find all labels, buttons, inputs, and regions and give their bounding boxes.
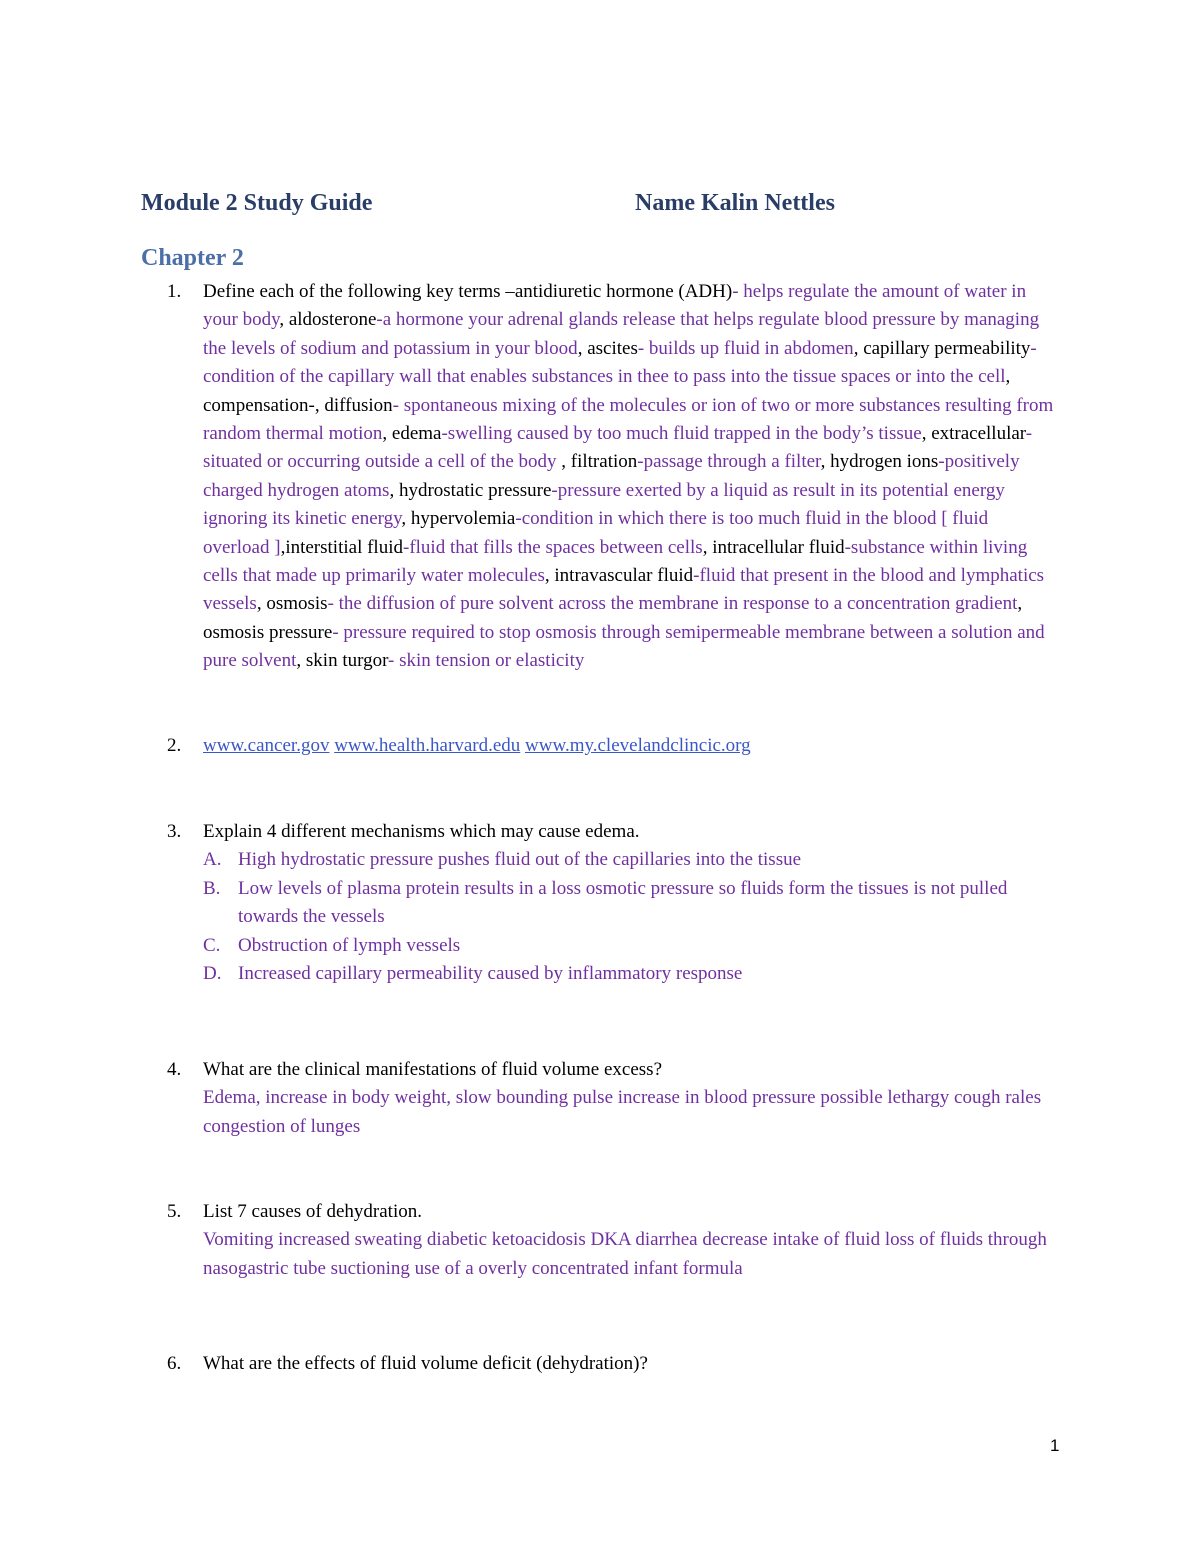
key-term-definition: -passage through a filter <box>637 451 821 473</box>
key-term-definition: -swelling caused by too much fluid trapped in the body’s tissue <box>441 423 922 445</box>
term-separator: , <box>296 650 306 672</box>
key-term-definition: - pressure required to stop osmosis through semipermeable membrane between a solution and pure solvent <box>203 621 1045 672</box>
answer-letter: A. <box>203 849 222 871</box>
term-separator: , <box>389 479 399 501</box>
student-name: Name Kalin Nettles <box>635 190 835 216</box>
page-number: 1 <box>1050 1436 1060 1455</box>
term-separator: , <box>544 565 555 587</box>
answer-text: Obstruction of lymph vessels <box>238 934 461 956</box>
key-term-definition: -situated or occurring outside a cell of the body <box>203 423 1033 473</box>
question-text: What are the effects of fluid volume deficit (dehydration)? <box>203 1353 648 1374</box>
term-separator: , <box>702 536 713 558</box>
link-cancer-gov[interactable]: www.cancer.gov <box>203 735 330 756</box>
key-term-definition: - skin tension or elasticity <box>388 650 585 672</box>
answer-item <box>203 875 1057 932</box>
question-4 <box>167 1056 1057 1141</box>
key-terms-list <box>203 281 1053 671</box>
term-separator: , <box>382 423 392 445</box>
key-term: hydrogen ions <box>830 451 939 473</box>
answer-item <box>203 932 1057 960</box>
answer-text: Vomiting increased sweating diabetic ketoacidosis DKA diarrhea decrease intake of fluid loss of fluids through nasogastric tube suctioning use of a overly concentrated infant formula <box>203 1229 1047 1279</box>
question-1 <box>167 278 1057 676</box>
key-term: osmosis pressure <box>203 621 333 643</box>
link-cleveland-clinic[interactable]: www.my.clevelandclincic.org <box>525 735 751 756</box>
term-separator: , <box>1005 366 1011 388</box>
answer-item <box>203 960 1057 988</box>
answer-text: Increased capillary permeability caused by inflammatory response <box>238 963 743 985</box>
answer-text: High hydrostatic pressure pushes fluid out of the capillaries into the tissue <box>238 849 802 871</box>
question-2 <box>167 732 1057 760</box>
chapter-heading: Chapter 2 <box>141 245 244 271</box>
key-term: diffusion <box>324 394 393 416</box>
page-title: Module 2 Study Guide <box>141 190 373 216</box>
key-term: interstitial fluid <box>285 536 403 558</box>
term-separator: , <box>561 451 571 473</box>
key-term: filtration <box>570 451 638 473</box>
term-separator: , <box>853 337 864 359</box>
answer-text: Edema, increase in body weight, slow bounding pulse increase in blood pressure possible lethargy cough rales congestion of lunges <box>203 1087 1042 1137</box>
key-term-definition: -substance within living cells that made up primarily water molecules <box>203 536 1028 587</box>
key-term: intravascular fluid <box>554 565 694 587</box>
key-term: compensation- <box>203 394 315 416</box>
question-5 <box>167 1198 1057 1283</box>
question-6 <box>167 1350 1057 1378</box>
question-number: 3. <box>167 821 182 842</box>
source-links <box>203 732 1057 760</box>
term-separator: , <box>314 394 325 416</box>
link-health-harvard[interactable]: www.health.harvard.edu <box>334 735 521 756</box>
question-number: 5. <box>167 1201 182 1222</box>
key-terms-paragraph <box>203 278 1057 676</box>
key-term-definition: - the diffusion of pure solvent across the membrane in response to a concentration gradient <box>327 593 1018 615</box>
term-separator: , <box>921 423 932 445</box>
question-text: Define each of the following key terms – <box>203 281 515 302</box>
key-term: edema <box>391 423 442 445</box>
key-term-definition: -fluid that present in the blood and lymphatics vessels <box>203 565 1045 615</box>
key-term-definition: - condition of the capillary wall that enables substances in thee to pass into the tissue spaces or into the cell <box>203 337 1037 388</box>
answer-letter: C. <box>203 934 221 956</box>
term-separator: , <box>577 337 588 359</box>
question-number: 1. <box>167 281 182 302</box>
answer-item <box>203 846 1057 874</box>
answer-letter: D. <box>203 963 222 985</box>
question-number: 2. <box>167 735 182 756</box>
term-separator: , <box>256 593 267 615</box>
key-term-definition: -a hormone your adrenal glands release that helps regulate blood pressure by managing the levels of sodium and potassium in your blood <box>203 309 1040 359</box>
question-text: Explain 4 different mechanisms which may cause edema. <box>203 821 640 842</box>
key-term-definition: -positively charged hydrogen atoms <box>203 451 1020 501</box>
key-term: hydrostatic pressure <box>398 479 552 501</box>
key-term: hypervolemia <box>410 508 516 530</box>
key-term-definition: -condition in which there is too much fluid in the blood [ fluid overload ] <box>203 508 989 558</box>
key-term-definition: - spontaneous mixing of the molecules or ion of two or more substances resulting from random thermal motion <box>203 394 1054 445</box>
key-term: extracellular <box>931 423 1026 445</box>
question-number: 4. <box>167 1059 182 1080</box>
key-term-definition: - helps regulate the amount of water in your body <box>203 281 1027 331</box>
term-separator: , <box>820 451 831 473</box>
key-term: ascites <box>587 337 638 359</box>
term-separator: , <box>279 309 289 331</box>
key-term: skin turgor <box>305 650 389 672</box>
key-term-definition: - builds up fluid in abdomen <box>637 337 854 359</box>
question-number: 6. <box>167 1353 182 1374</box>
key-term: intracellular fluid <box>712 536 845 558</box>
answer-letter: B. <box>203 877 221 899</box>
answer-text: Low levels of plasma protein results in a loss osmotic pressure so fluids form the tissues is not pulled towards the vessels <box>238 877 1008 928</box>
question-3 <box>167 818 1057 988</box>
key-term: aldosterone <box>288 309 377 331</box>
key-term: capillary permeability <box>863 337 1031 359</box>
key-term-definition: -pressure exerted by a liquid as result in its potential energy ignoring its kinetic energy <box>203 479 1005 530</box>
term-separator: , <box>1017 593 1023 615</box>
term-separator: , <box>280 536 286 558</box>
key-term: antidiuretic hormone (ADH) <box>514 281 733 302</box>
key-term: osmosis <box>266 593 328 615</box>
term-separator: , <box>401 508 411 530</box>
question-text: What are the clinical manifestations of fluid volume excess? <box>203 1059 662 1080</box>
key-term-definition: -fluid that fills the spaces between cells <box>403 536 703 558</box>
question-text: List 7 causes of dehydration. <box>203 1201 422 1222</box>
